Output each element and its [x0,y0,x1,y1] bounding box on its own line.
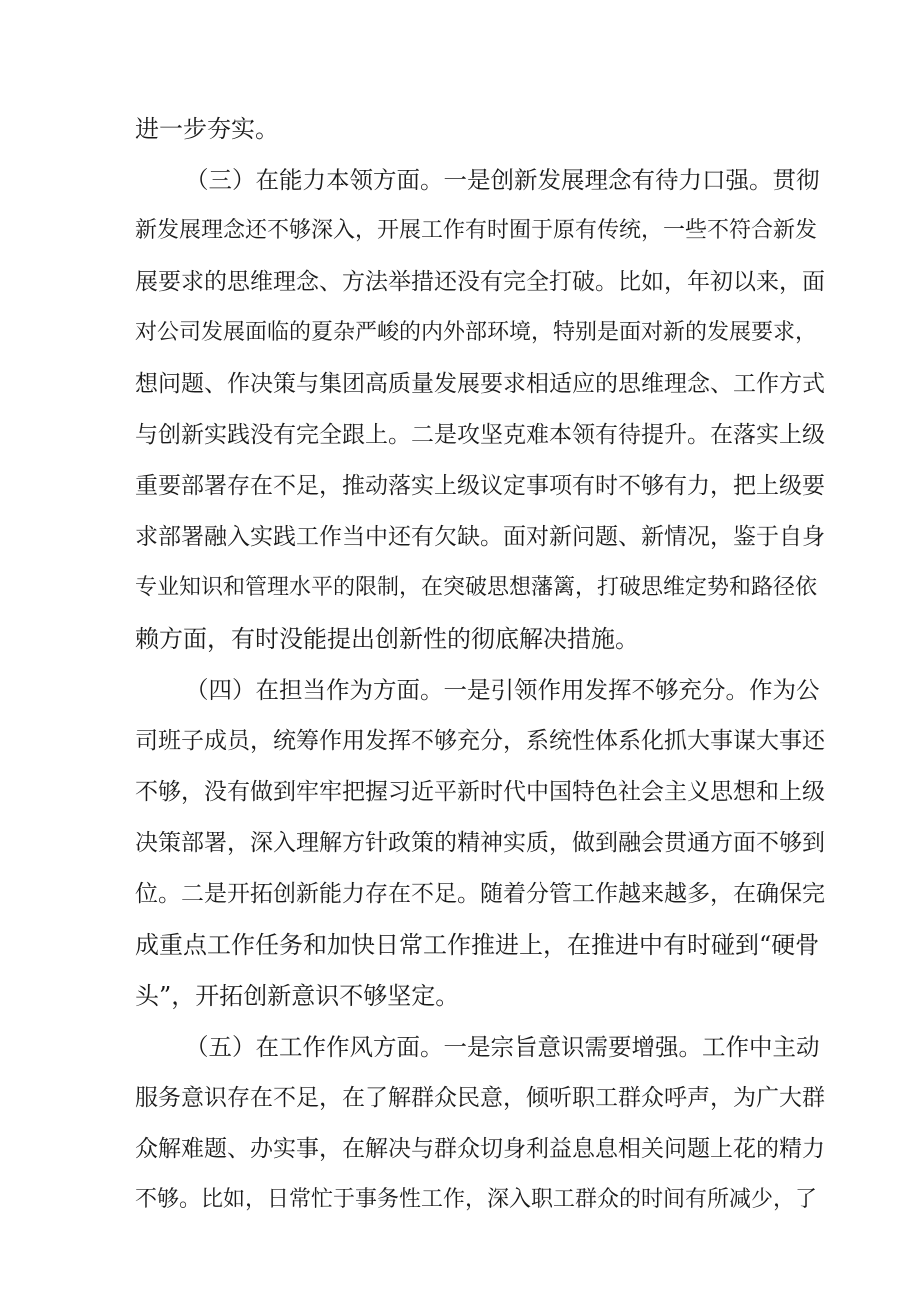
section-3-heading-line: （三）在能力本领方面。一是创新发展理念有待力口强。贯彻 [185,166,820,194]
text-line: 服务意识存在不足，在了解群众民意，倾听职工群众呼声，为广大群 [135,1085,825,1111]
text-line: 专业知识和管理水平的限制，在突破思想藩篱，打破思维定势和路径依 [135,575,818,600]
text-line: 求部署融入实践工作当中还有欠缺。面对新问题、新情况，鉴于自身 [135,524,825,550]
text-line: 进一步夯实。 [135,115,279,143]
text-line: 头”，开拓创新意识不够坚定。 [135,982,460,1010]
text-line: 展要求的思维理念、方法举措还没有完全打破。比如，年初以来，面 [135,269,825,295]
text-line: 重要部署存在不足，推动落实上级议定事项有时不够有力，把上级要 [135,473,825,499]
text-line: 决策部署，深入理解方针政策的精神实质，做到融会贯通方面不够到 [135,830,825,856]
section-4-heading-line: （四）在担当作为方面。一是引领作用发挥不够充分。作为公 [185,676,820,704]
text-line: 赖方面，有时没能提出创新性的彻底解决措施。 [135,625,639,653]
text-line: 成重点工作任务和加快日常工作推进上，在推进中有时碰到“硬骨 [135,931,820,959]
text-line: 想问题、作决策与集团高质量发展要求相适应的思维理念、工作方式 [135,371,825,397]
text-line: 不够。比如，日常忙于事务性工作，深入职工群众的时间有所减少，了 [135,1187,818,1212]
text-line: 对公司发展面临的夏杂严峻的内外部环境，特别是面对新的发展要求， [135,320,818,345]
section-5-heading-line: （五）在工作作风方面。一是宗旨意识需要增强。工作中主动 [185,1033,820,1061]
text-line: 众解难题、办实事，在解决与群众切身利益息息相关问题上花的精力 [135,1136,825,1162]
text-line: 与创新实践没有完全跟上。二是攻坚克难本领有待提升。在落实上级 [135,422,825,448]
text-line: 不够，没有做到牢牢把握习近平新时代中国特色社会主义思想和上级 [135,779,825,805]
text-line: 位。二是开拓创新能力存在不足。随着分管工作越来越多，在确保完 [135,881,825,907]
text-line: 司班子成员，统筹作用发挥不够充分，系统性体系化抓大事谋大事还 [135,728,825,754]
text-line: 新发展理念还不够深入，开展工作有时囿于原有传统，一些不符合新发 [135,218,818,243]
